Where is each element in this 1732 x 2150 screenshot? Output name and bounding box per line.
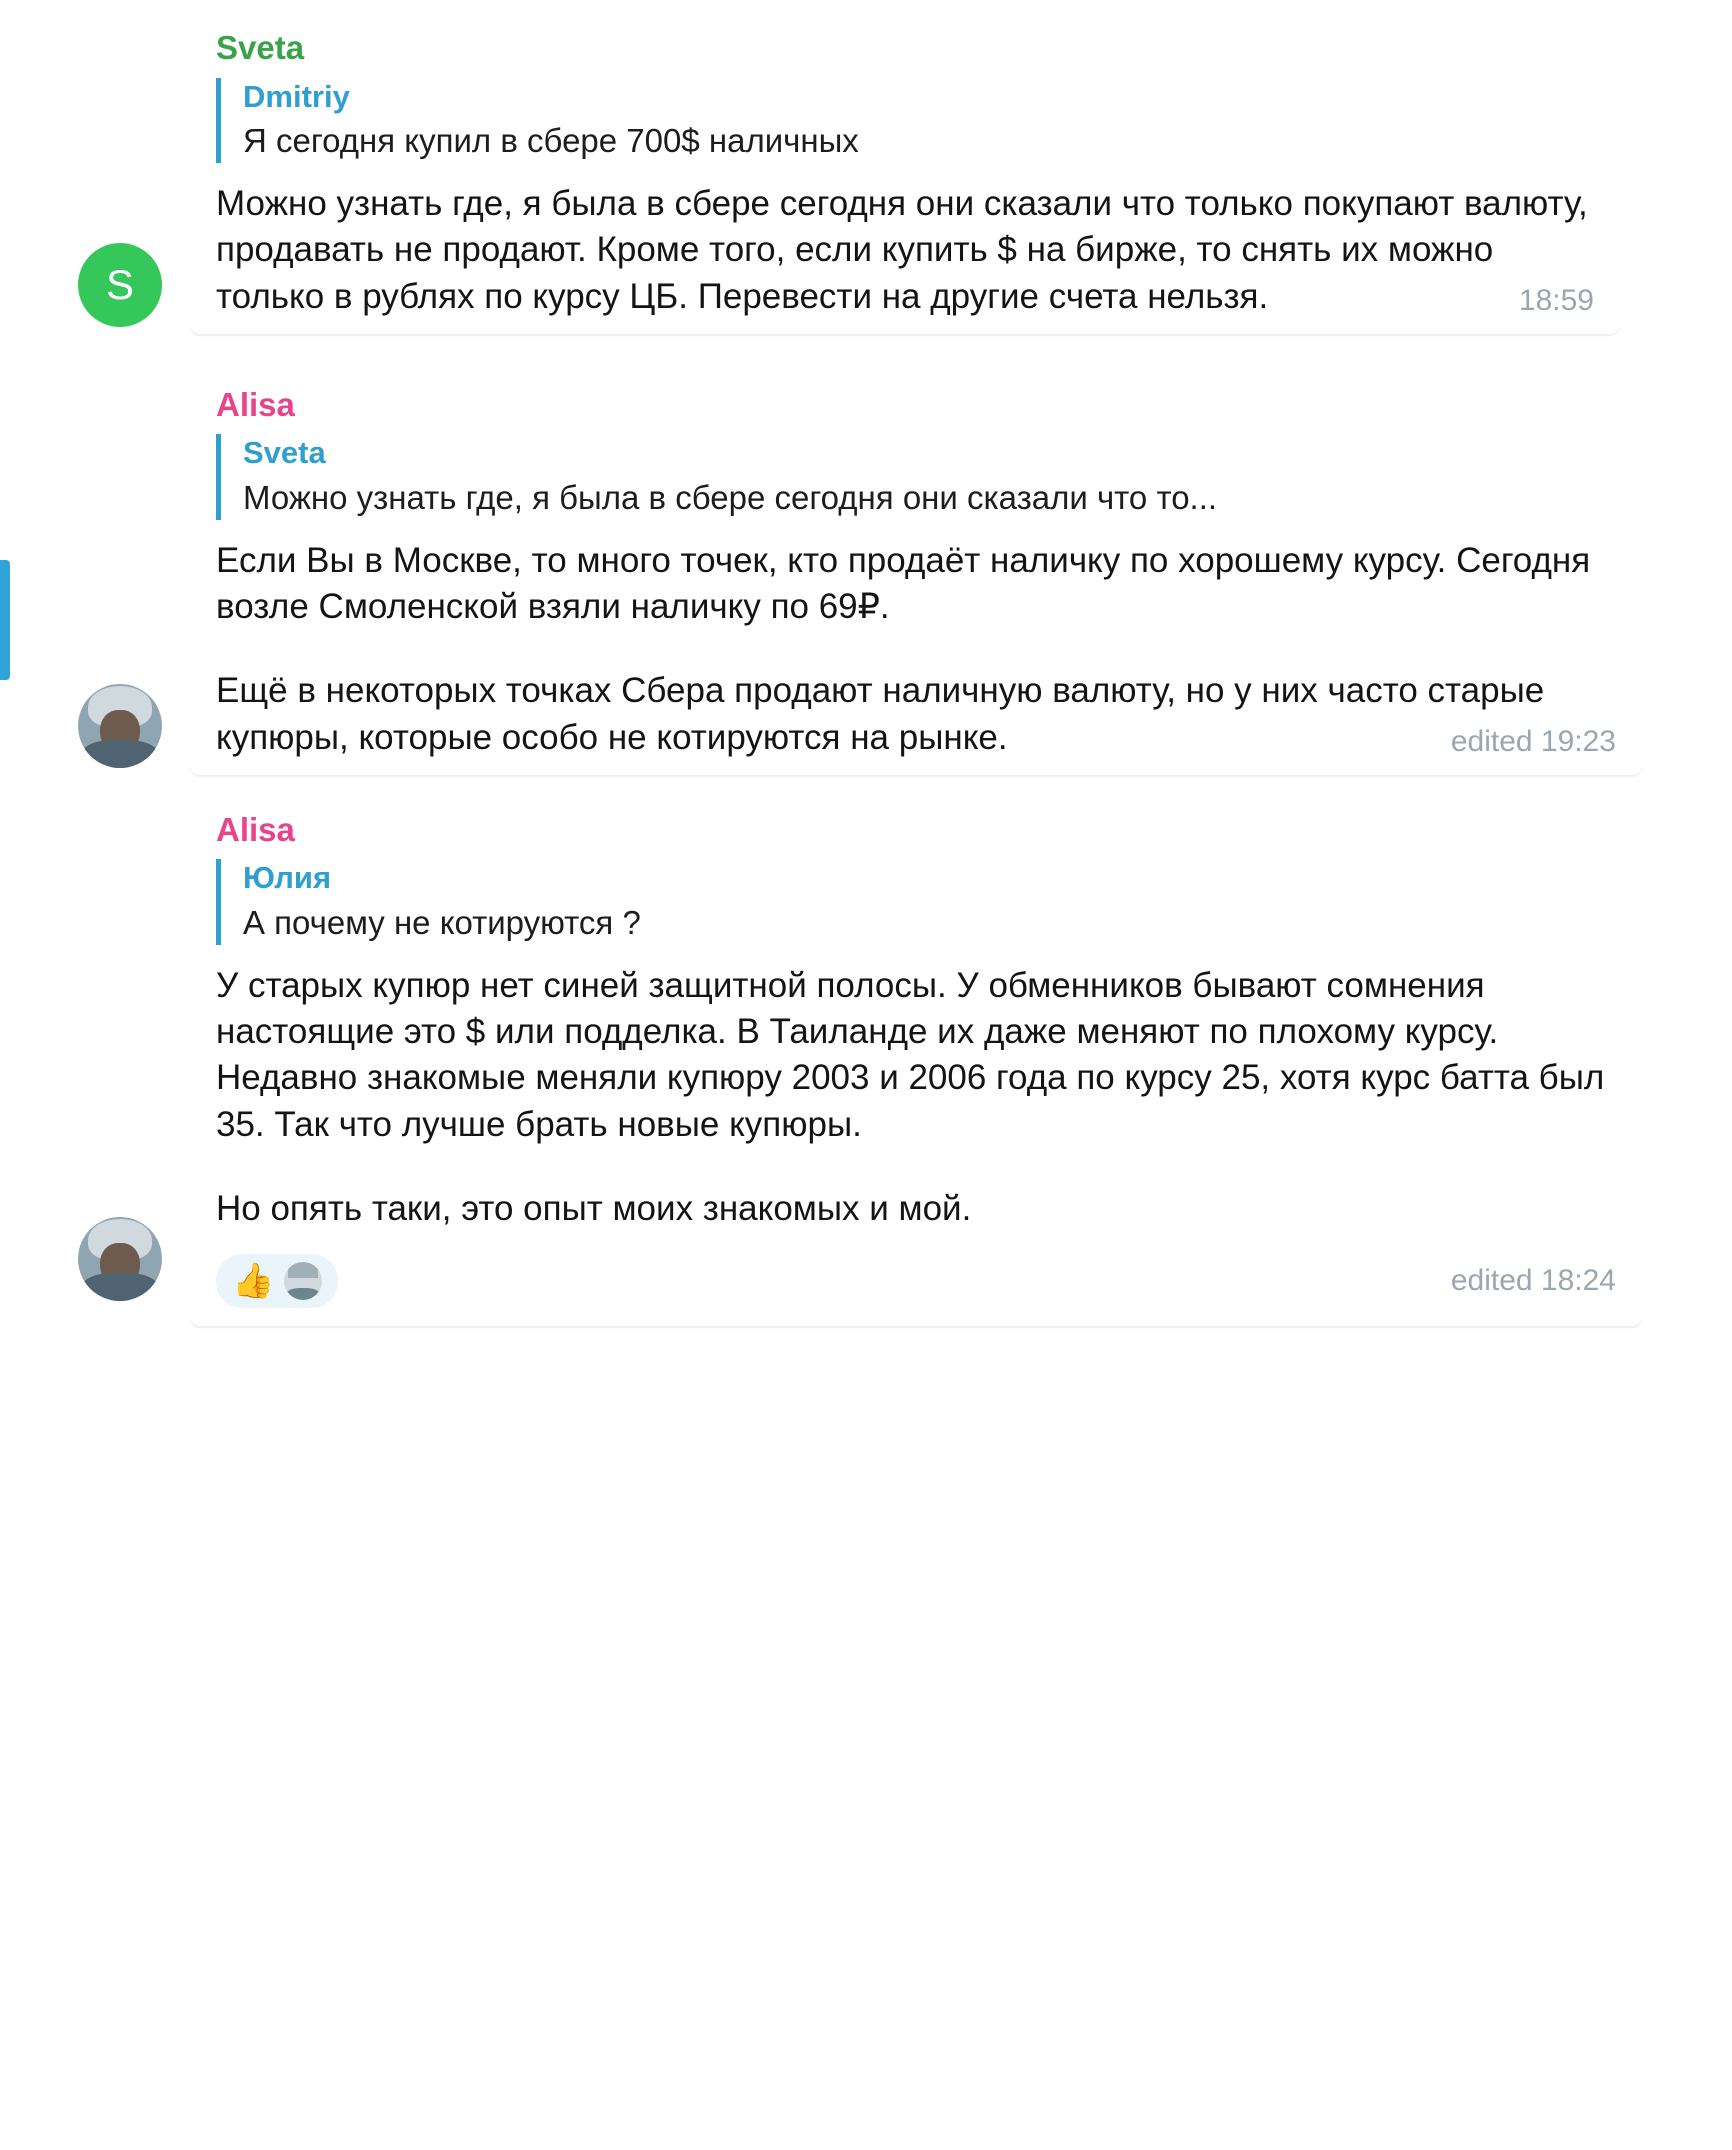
quoted-text: А почему не котируются ?	[243, 904, 641, 942]
message-row[interactable]	[0, 796, 1732, 1327]
quoted-message[interactable]	[216, 434, 1616, 520]
message-bubble[interactable]	[190, 14, 1620, 335]
avatar[interactable]: S	[78, 243, 162, 327]
avatar-slot	[0, 684, 190, 776]
quoted-text: Я сегодня купил в сбере 700$ наличных	[243, 122, 859, 160]
reaction-avatar-part	[288, 1262, 318, 1278]
quoted-message[interactable]	[216, 78, 1594, 164]
message-timestamp: edited 19:23	[1450, 724, 1616, 758]
person-face-reaction-icon[interactable]	[284, 1262, 322, 1300]
avatar-image-part	[82, 740, 158, 768]
reaction-chip[interactable]	[216, 1254, 338, 1308]
avatar-slot	[0, 1217, 190, 1327]
message-timestamp: 18:59	[1518, 283, 1594, 317]
quoted-author: Sveta	[243, 435, 326, 471]
quoted-message[interactable]	[216, 859, 1616, 945]
message-text: Но опять таки, это опыт моих знакомых и мой.	[216, 1188, 972, 1228]
reaction-avatar-part	[286, 1288, 320, 1300]
message-sender-name: Alisa	[216, 385, 295, 423]
message-text: Можно узнать где, я была в сбере сегодня они сказали что только покупают валюту, продавать не продают. Кроме того, если купить $ на бирже, то снять их можно только в рублях по курсу ЦБ. Перевести на другие счета нельзя.	[216, 184, 1598, 316]
avatar[interactable]	[78, 684, 162, 768]
avatar-slot	[0, 243, 190, 335]
message-row[interactable]	[0, 371, 1732, 776]
message-bubble[interactable]	[190, 371, 1642, 776]
message-sender-name: Sveta	[216, 29, 305, 66]
avatar[interactable]	[78, 1217, 162, 1301]
thumbs-up-icon[interactable]: 👍	[232, 1261, 275, 1300]
quoted-author: Dmitriy	[243, 78, 350, 114]
quoted-text: Можно узнать где, я была в сбере сегодня они сказали что то...	[243, 479, 1218, 517]
message-text: У старых купюр нет синей защитной полосы. У обменников бывают сомнения настоящие это $ или подделка. В Таиланде их даже меняют по плохому курсу. Недавно знакомые меняли купюру 2003 и 2006 года по курсу 25, хотя курс батта был 35. Так что лучше брать новые купюры.	[216, 966, 1615, 1144]
message-text: Ещё в некоторых точках Сбера продают наличную валюту, но у них часто старые купюры, которые особо не котируются на рынке.	[216, 671, 1554, 757]
message-bubble[interactable]	[190, 796, 1642, 1327]
message-timestamp: edited 18:24	[1450, 1263, 1616, 1297]
message-row[interactable]	[0, 14, 1732, 335]
message-footer	[216, 1254, 1616, 1308]
avatar-image-part	[82, 1273, 158, 1301]
quoted-author: Юлия	[243, 860, 332, 896]
message-sender-name: Alisa	[216, 810, 295, 848]
message-text: Если Вы в Москве, то много точек, кто продаёт наличку по хорошему курсу. Сегодня возле Смоленской взяли наличку по 69₽.	[216, 541, 1600, 627]
